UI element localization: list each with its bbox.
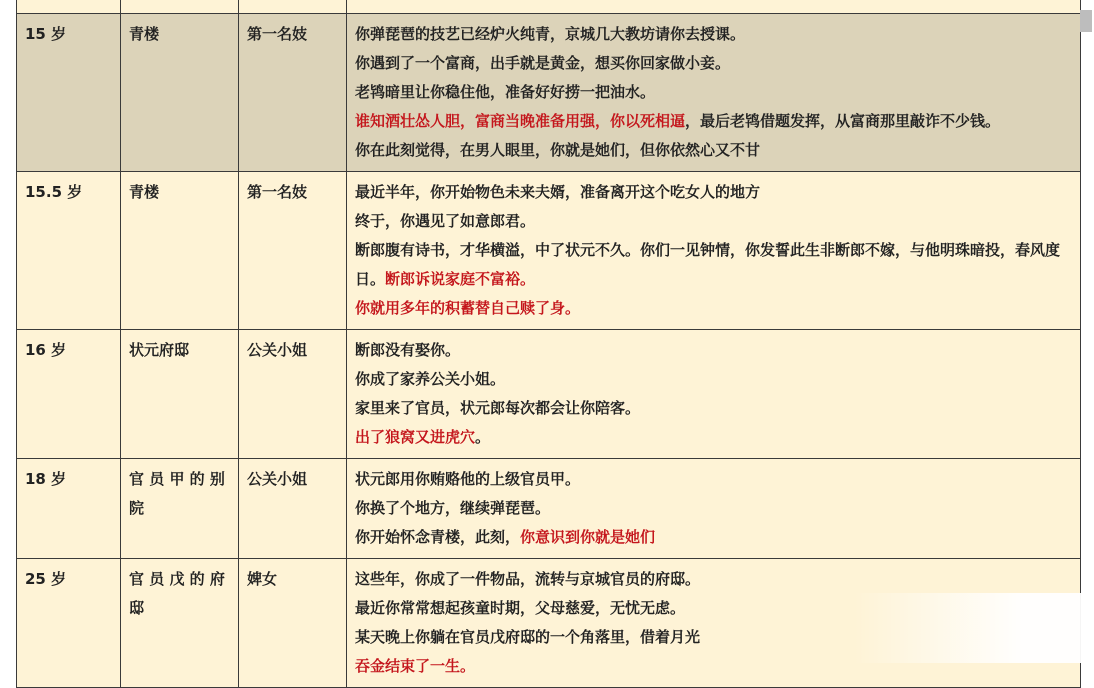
role-cell — [239, 14, 347, 172]
events-cell — [347, 172, 1081, 330]
event-text: 这些年，你成了一件物品，流转与京城官员的府邸。 — [355, 570, 701, 588]
life-timeline-table — [16, 0, 1081, 688]
table-row — [17, 172, 1081, 330]
role-cell — [239, 330, 347, 459]
age-cell — [17, 459, 121, 559]
event-line — [355, 236, 1072, 294]
partial-cell — [347, 0, 1081, 14]
event-text: 你成了家养公关小姐。 — [355, 370, 506, 388]
highlighted-text: 谁知酒壮怂人胆，富商当晚准备用强，你以死相逼 — [355, 112, 686, 130]
event-line — [355, 394, 1072, 423]
event-text: 最近半年，你开始物色未来夫婿，准备离开这个吃女人的地方 — [355, 183, 761, 201]
event-text: 状元郎用你贿赂他的上级官员甲。 — [355, 470, 581, 488]
corner-fade — [854, 593, 1094, 663]
place-cell — [121, 172, 239, 330]
event-line — [355, 178, 1072, 207]
age-cell-text: 15 岁 — [25, 25, 67, 43]
event-line — [355, 523, 1072, 552]
event-line — [355, 465, 1072, 494]
event-text: 家里来了官员，状元郎每次都会让你陪客。 — [355, 399, 641, 417]
timeline-table-body — [17, 0, 1081, 688]
event-text: 你换了个地方，继续弹琵琶。 — [355, 499, 551, 517]
event-line — [355, 365, 1072, 394]
event-line — [355, 294, 1072, 323]
place-cell-text: 青楼 — [129, 25, 160, 43]
event-line — [355, 494, 1072, 523]
event-text: ，最后老鸨借题发挥，从富商那里敲诈不少钱。 — [685, 112, 1001, 130]
event-text: 。 — [475, 428, 491, 446]
place-cell-text: 青楼 — [129, 183, 160, 201]
event-text: 老鸨暗里让你稳住他，准备好好捞一把油水。 — [355, 83, 656, 101]
event-line — [355, 136, 1072, 165]
age-cell — [17, 14, 121, 172]
partial-cell — [121, 0, 239, 14]
age-cell-text: 25 岁 — [25, 570, 67, 588]
event-line — [355, 78, 1072, 107]
event-line — [355, 49, 1072, 78]
event-text: 你开始怀念青楼，此刻， — [355, 528, 521, 546]
event-text: 某天晚上你躺在官员戊府邸的一个角落里，借着月光 — [355, 628, 701, 646]
event-line — [355, 336, 1072, 365]
clipped-text-fragment — [355, 0, 1072, 7]
table-row — [17, 459, 1081, 559]
scroll-marker — [1080, 10, 1092, 32]
partial-cell — [239, 0, 347, 14]
event-text: 你弹琵琶的技艺已经炉火纯青，京城几大教坊请你去授课。 — [355, 25, 746, 43]
event-line — [355, 107, 1072, 136]
role-cell-text: 公关小姐 — [247, 341, 308, 359]
place-cell — [121, 330, 239, 459]
event-text: 你在此刻觉得，在男人眼里，你就是她们，但你依然心又不甘 — [355, 141, 761, 159]
highlighted-text: 出了狼窝又进虎穴 — [355, 428, 476, 446]
place-cell — [121, 459, 239, 559]
place-cell-text: 官 员 戊 的 府 邸 — [129, 570, 225, 617]
table-row — [17, 14, 1081, 172]
role-cell — [239, 459, 347, 559]
event-text: 你遇到了一个富商，出手就是黄金，想买你回家做小妾。 — [355, 54, 731, 72]
age-cell-text: 15.5 岁 — [25, 183, 83, 201]
role-cell-text: 第一名妓 — [247, 183, 308, 201]
age-cell-text: 18 岁 — [25, 470, 67, 488]
place-cell-text: 官 员 甲 的 别 院 — [129, 470, 225, 517]
event-text: 断郎没有娶你。 — [355, 341, 461, 359]
highlighted-text: 吞金结束了一生。 — [355, 657, 476, 675]
event-line — [355, 423, 1072, 452]
event-line — [355, 20, 1072, 49]
event-text: 断郎腹有诗书，才华横溢，中了状元不久。你们一见钟情，你发誓此生非断郎不嫁，与他明珠暗投，春风度日。 — [355, 241, 1061, 288]
place-cell — [121, 559, 239, 688]
document-page — [16, 0, 1080, 688]
role-cell — [239, 172, 347, 330]
highlighted-text: 断郎诉说家庭不富裕。 — [385, 270, 536, 288]
events-cell — [347, 14, 1081, 172]
role-cell-text: 婢女 — [247, 570, 278, 588]
highlighted-text: 你意识到你就是她们 — [520, 528, 656, 546]
place-cell — [121, 14, 239, 172]
event-line — [355, 565, 1072, 594]
event-text: 最近你常常想起孩童时期，父母慈爱，无忧无虑。 — [355, 599, 686, 617]
highlighted-text: 你就用多年的积蓄替自己赎了身。 — [355, 299, 581, 317]
age-cell — [17, 172, 121, 330]
role-cell-text: 公关小姐 — [247, 470, 308, 488]
role-cell-text: 第一名妓 — [247, 25, 308, 43]
age-cell-text: 16 岁 — [25, 341, 67, 359]
event-text: 终于，你遇见了如意郎君。 — [355, 212, 536, 230]
age-cell — [17, 330, 121, 459]
role-cell — [239, 559, 347, 688]
event-line — [355, 207, 1072, 236]
events-cell — [347, 330, 1081, 459]
table-row — [17, 330, 1081, 459]
place-cell-text: 状元府邸 — [129, 341, 190, 359]
partial-cell — [17, 0, 121, 14]
table-row-partial — [17, 0, 1081, 14]
events-cell — [347, 459, 1081, 559]
age-cell — [17, 559, 121, 688]
